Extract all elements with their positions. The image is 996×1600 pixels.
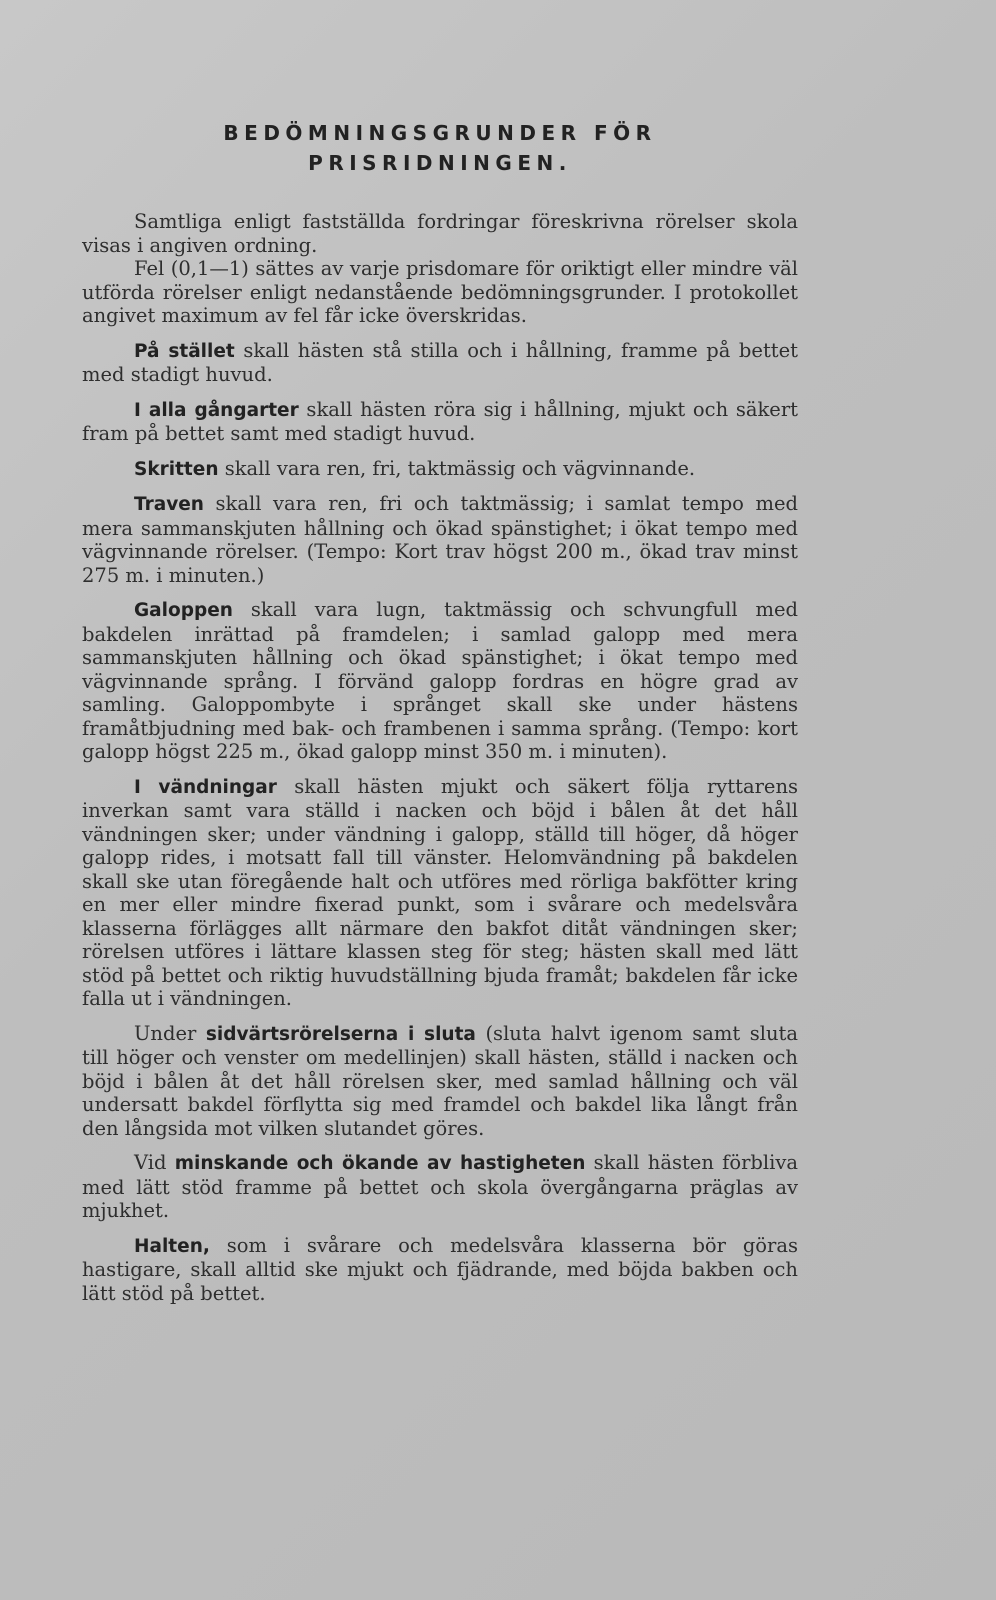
paragraph-lead: Traven xyxy=(134,494,204,515)
paragraph-prefix: Vid xyxy=(134,1151,175,1174)
paragraph-traven xyxy=(82,492,798,587)
paragraph-vandningar xyxy=(82,775,798,1011)
paragraph-lead: Galoppen xyxy=(134,600,233,621)
paragraph-hastighet xyxy=(82,1151,798,1223)
paragraph-pa-stallet xyxy=(82,339,798,387)
paragraph-text: skall vara ren, fri och taktmässig; i samlat tempo med mera sammanskjuten hållning och ökad spänstighet; i ökat tempo med vägvinnande rörelser. (Tempo: Kort trav högst 200 m., ökad trav minst 275 m. i minuten.) xyxy=(82,492,798,587)
paragraph-fel xyxy=(82,257,798,328)
title-line-1: BEDÖMNINGSGRUNDER FÖR xyxy=(223,121,657,145)
paragraph-text: skall hästen förbliva med lätt stöd framme på bettet och skola övergångarna präglas av mjukhet. xyxy=(82,1151,798,1222)
paragraph-lead: sidvärtsrörelserna i sluta xyxy=(205,1023,476,1045)
paragraph-halten xyxy=(82,1234,798,1306)
text-block xyxy=(82,118,798,1316)
paragraph-skritten xyxy=(82,457,798,482)
paragraph-intro xyxy=(82,210,798,257)
paragraph-lead: Halten, xyxy=(134,1235,210,1257)
title-line-2: PRISRIDNINGEN. xyxy=(308,151,572,175)
paragraph-text: skall hästen mjukt och säkert följa ryttarens inverkan samt vara ställd i nacken och böjd i bålen åt det håll vändningen sker; under vändning i galopp, ställd till höger, då höger galopp rides, i motsatt fall till vänster. Helomvändning på bakdelen skall ske utan föregående halt och utföres med rörliga bakfötter kring en mer eller mindre fixerad punkt, som i svårare och medelsvåra klasserna förlägges allt närmare den bakfot ditåt vändningen sker; rörelsen utföres i lättare klassen steg för steg; hästen skall med lätt stöd på bettet och riktig huvudställning bjuda framåt; bakdelen får icke falla ut i vändningen. xyxy=(82,774,799,1010)
paragraph-text: som i svårare och medelsvåra klasserna bör göras hastigare, skall alltid ske mjukt och fjädrande, med böjda bakben och lätt stöd på bettet. xyxy=(82,1233,798,1305)
paragraph-lead: Skritten xyxy=(134,458,219,480)
paragraph-text: (sluta halvt igenom samt sluta till höger och venster om medellinjen) skall hästen, ställd i nacken och böjd i bålen åt det håll rörelsen sker, med samlad hållning och väl undersatt bakdel förflytta sig med framdel och bakdel lika långt från den långsida mot vilken slutandet göres. xyxy=(82,1021,798,1140)
paragraph-lead: I vändningar xyxy=(134,776,277,798)
paragraph-galoppen xyxy=(82,598,798,764)
paragraph-prefix: Under xyxy=(134,1021,206,1045)
paragraph-alla-gangarter xyxy=(82,398,798,446)
paragraph-text: skall vara ren, fri, taktmässig och vägvinnande. xyxy=(218,456,696,480)
paragraph-sidvartsrorelser xyxy=(82,1022,798,1141)
page-title xyxy=(82,118,798,178)
paragraph-text: skall hästen stå stilla och i hållning, framme på bettet med stadigt huvud. xyxy=(82,338,798,386)
paragraph-lead: På stället xyxy=(134,340,235,362)
paragraph-lead: I alla gångarter xyxy=(134,399,299,421)
paragraph-text: Fel (0,1—1) sättes av varje prisdomare för oriktigt eller mindre väl utförda rörelser enligt nedanstående bedömningsgrunder. I protokollet angivet maximum av fel får icke överskridas. xyxy=(82,257,798,327)
paragraph-text: skall vara lugn, taktmässig och schvungfull med bakdelen inrättad på framdelen; i samlad galopp med mera sammanskjuten hållning och ökad spänstighet; i ökat tempo med vägvinnande språng. I förvänd galopp fordras en högre grad av samling. Galoppombyte i språnget skall ske under hästens framåtbjudning med bak- och frambenen i samma språng. (Tempo: kort galopp högst 225 m., ökad galopp minst 350 m. i minuten). xyxy=(82,598,798,763)
paragraph-text: skall hästen röra sig i hållning, mjukt och säkert fram på bettet samt med stadigt huvud. xyxy=(82,397,798,445)
paragraph-text: Samtliga enligt fastställda fordringar föreskrivna rörelser skola visas i angiven ordning. xyxy=(82,210,798,257)
paragraph-lead: minskande och ökande av hastigheten xyxy=(174,1153,586,1174)
